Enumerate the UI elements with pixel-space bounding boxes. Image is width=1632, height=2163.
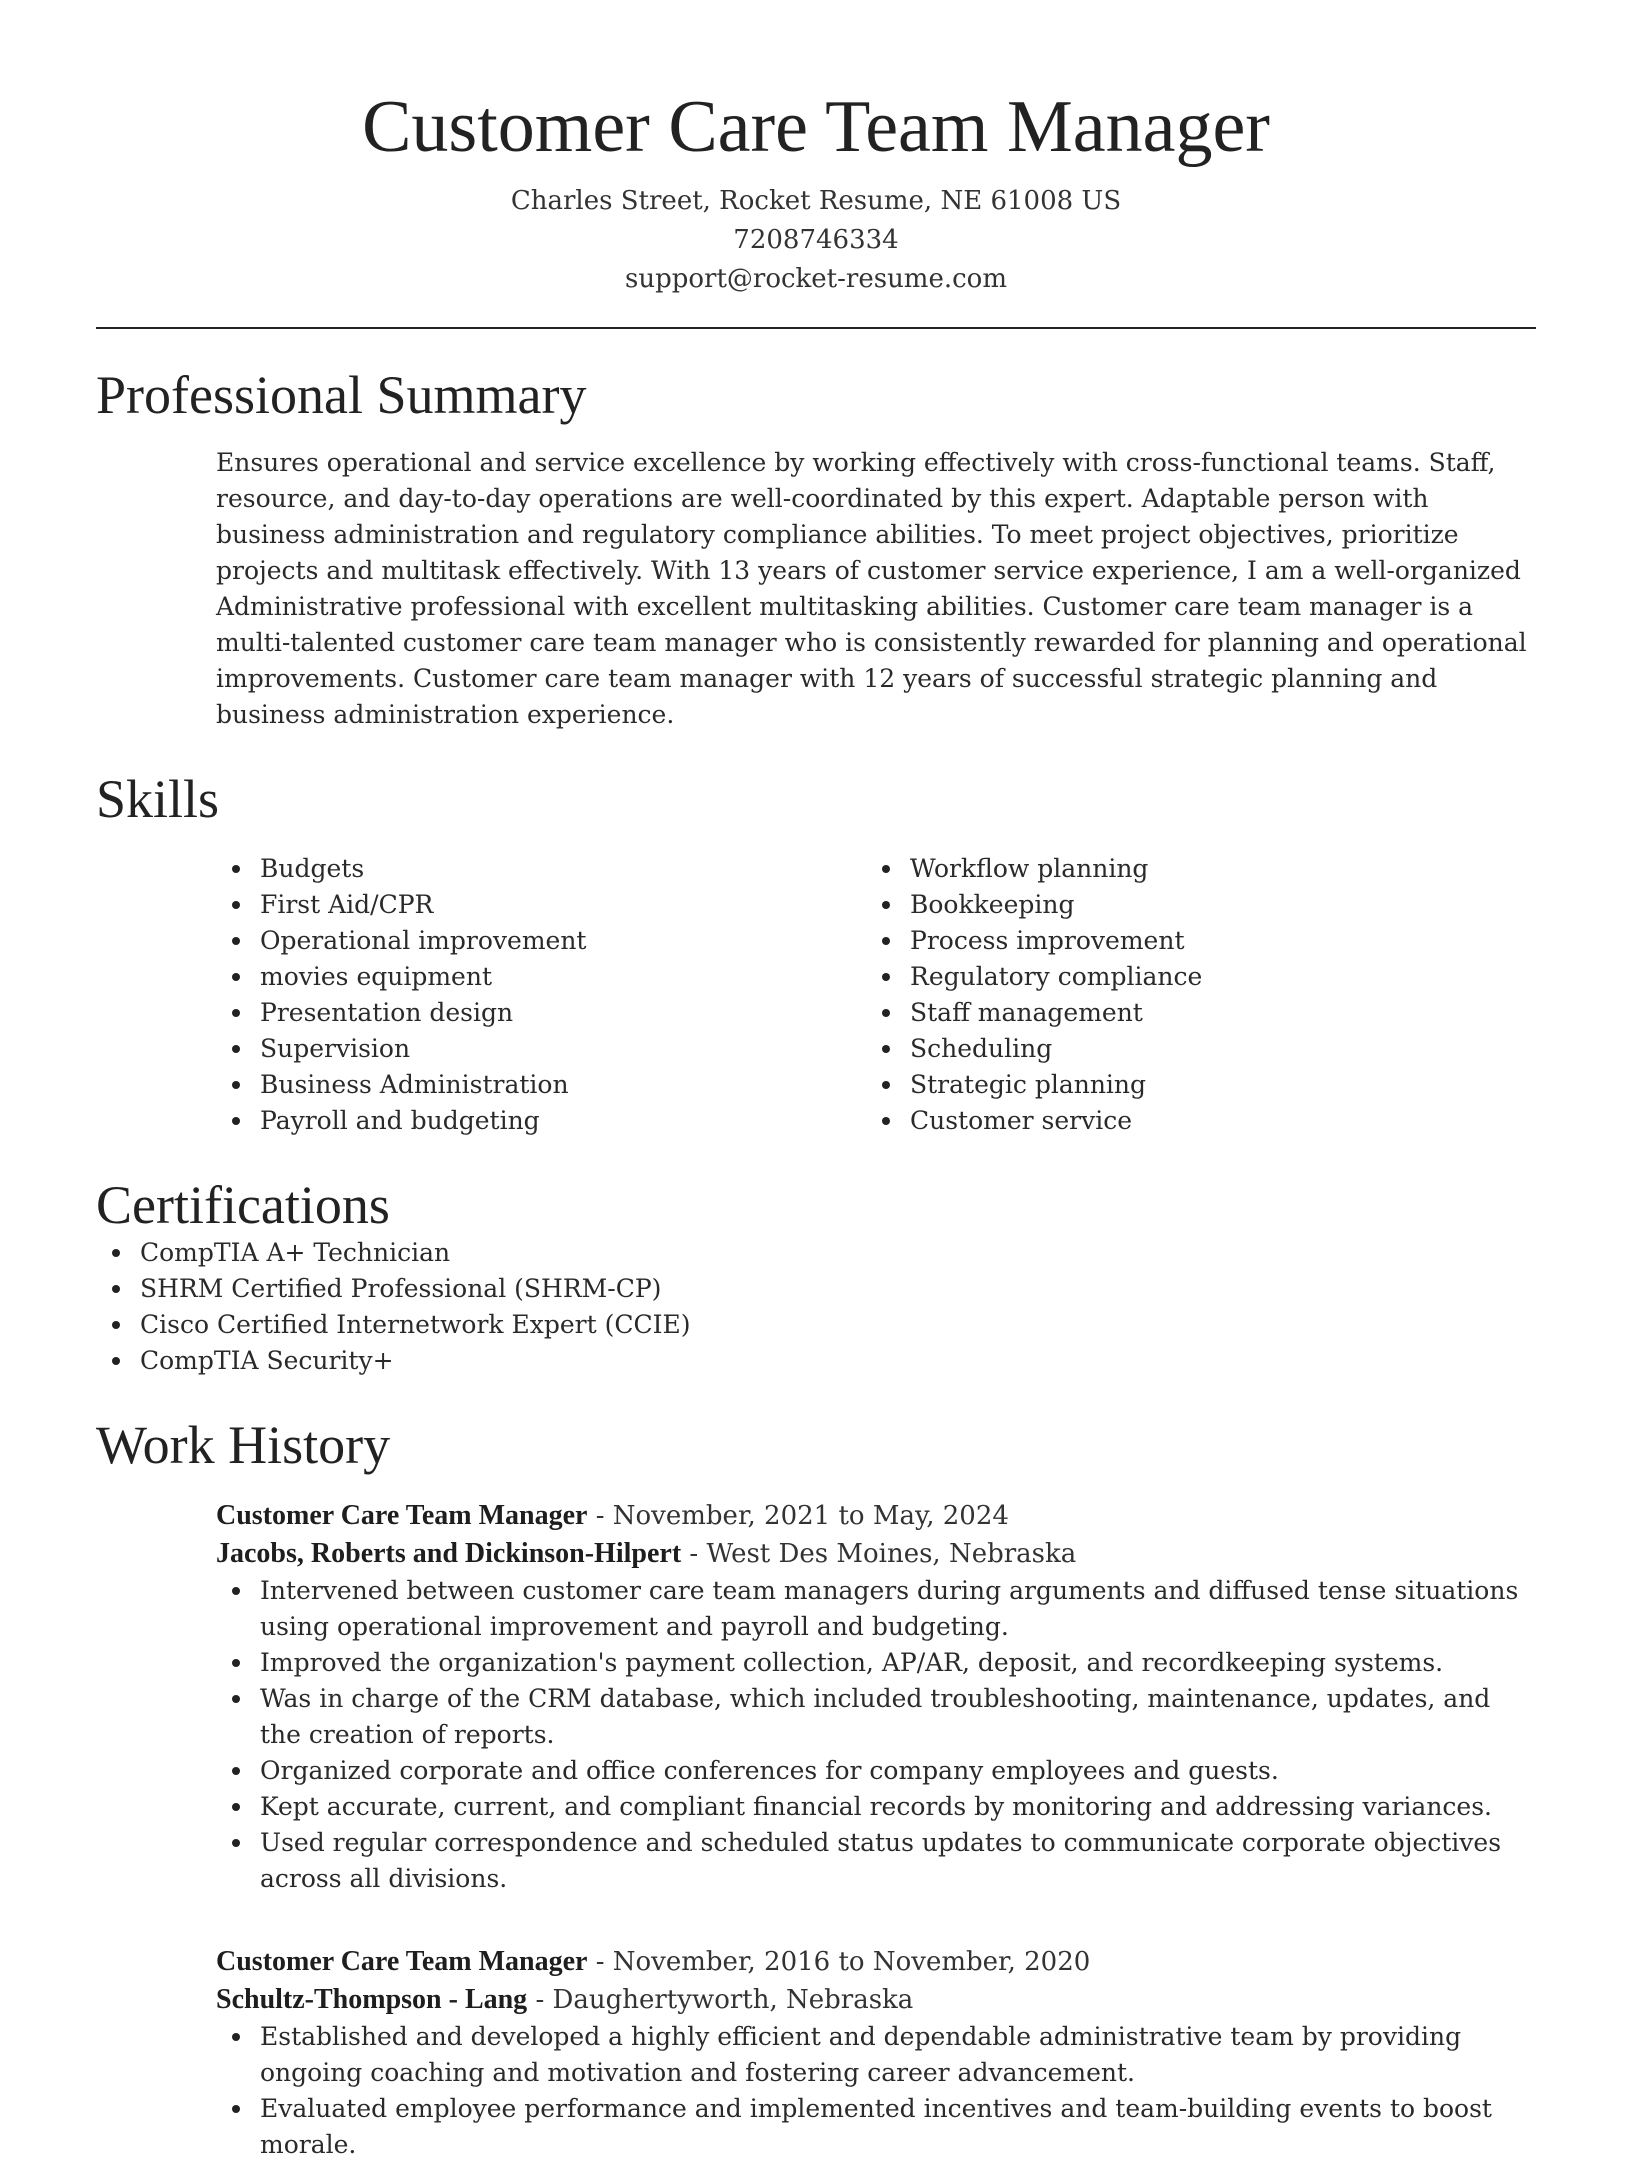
job-role-line (216, 1943, 1536, 1981)
job-dates: - November, 2016 to November, 2020 (587, 1947, 1091, 1977)
skill-item: Staff management (866, 995, 1516, 1031)
certifications-list (96, 1235, 1536, 1379)
certification-item: Cisco Certified Internetwork Expert (CCIE) (96, 1307, 1536, 1343)
skills-heading: Skills (96, 769, 220, 829)
contact-address: Charles Street, Rocket Resume, NE 61008 US (510, 186, 1122, 216)
job-entry (216, 1943, 1536, 2163)
job-duty: Organized corporate and office conferences for company employees and guests. (216, 1753, 1536, 1789)
skill-item: movies equipment (216, 959, 866, 995)
certifications-section (96, 1175, 1536, 1379)
job-company: Schultz-Thompson - Lang (216, 1984, 528, 2015)
skills-left-column (216, 851, 866, 1139)
skill-item: Strategic planning (866, 1067, 1516, 1103)
contact-block (96, 182, 1536, 299)
job-company-line (216, 1535, 1536, 1573)
job-duty: Kept accurate, current, and compliant financial records by monitoring and addressing variances. (216, 1789, 1536, 1825)
job-duty: Was in charge of the CRM database, which included troubleshooting, maintenance, updates, and the creation of reports. (216, 1681, 1536, 1753)
work-history-heading: Work History (96, 1415, 391, 1475)
certification-item: CompTIA Security+ (96, 1343, 1536, 1379)
skill-item: Regulatory compliance (866, 959, 1516, 995)
skill-item: Scheduling (866, 1031, 1516, 1067)
summary-section (96, 365, 1536, 733)
job-location: - West Des Moines, Nebraska (681, 1539, 1077, 1569)
job-duty: Used regular correspondence and scheduled status updates to communicate corporate objectives across all divisions. (216, 1825, 1536, 1897)
skill-item: Operational improvement (216, 923, 866, 959)
skill-item: Payroll and budgeting (216, 1103, 866, 1139)
job-duties-list (216, 2019, 1536, 2163)
job-location: - Daughertyworth, Nebraska (527, 1985, 914, 2015)
job-duty: Established and developed a highly efficient and dependable administrative team by providing ongoing coaching and motivation and fostering career advancement. (216, 2019, 1536, 2091)
job-role: Customer Care Team Manager (216, 1946, 588, 1977)
header-divider (96, 327, 1536, 329)
skill-item: Workflow planning (866, 851, 1516, 887)
candidate-title: Customer Care Team Manager (362, 86, 1270, 168)
contact-email: support@rocket-resume.com (624, 264, 1007, 294)
skill-item: Process improvement (866, 923, 1516, 959)
contact-phone: 7208746334 (733, 225, 899, 255)
skills-grid (216, 851, 1536, 1139)
job-role-line (216, 1497, 1536, 1535)
skill-item: Business Administration (216, 1067, 866, 1103)
job-duty: Evaluated employee performance and implemented incentives and team-building events to boost morale. (216, 2091, 1536, 2163)
job-duties-list (216, 1573, 1536, 1897)
job-company-line (216, 1981, 1536, 2019)
job-duty: Improved the organization's payment collection, AP/AR, deposit, and recordkeeping systems. (216, 1645, 1536, 1681)
skills-section (96, 769, 1536, 1139)
summary-text: Ensures operational and service excellence by working effectively with cross-functional teams. Staff, resource, and day-to-day operations are well-coordinated by this expert. Adaptable person with business administration and regulatory compliance abilities. To meet project objectives, prioritize projects and multitask effectively. With 13 years of customer service experience, I am a well-organized Administrative professional with excellent multitasking abilities. Customer care team manager is a multi-talented customer care team manager who is consistently rewarded for planning and operational improvements. Customer care team manager with 12 years of successful strategic planning and business administration experience. (216, 448, 1527, 729)
work-history-section (96, 1415, 1536, 2163)
summary-heading: Professional Summary (96, 365, 587, 425)
job-role: Customer Care Team Manager (216, 1500, 588, 1531)
job-duty: Intervened between customer care team managers during arguments and diffused tense situations using operational improvement and payroll and budgeting. (216, 1573, 1536, 1645)
certification-item: CompTIA A+ Technician (96, 1235, 1536, 1271)
certification-item: SHRM Certified Professional (SHRM-CP) (96, 1271, 1536, 1307)
skill-item: First Aid/CPR (216, 887, 866, 923)
skill-item: Supervision (216, 1031, 866, 1067)
skill-item: Budgets (216, 851, 866, 887)
skills-right-column (866, 851, 1516, 1139)
skill-item: Presentation design (216, 995, 866, 1031)
skill-item: Customer service (866, 1103, 1516, 1139)
skill-item: Bookkeeping (866, 887, 1516, 923)
resume-header (96, 0, 1536, 299)
job-entry (216, 1497, 1536, 1897)
job-dates: - November, 2021 to May, 2024 (587, 1501, 1009, 1531)
job-company: Jacobs, Roberts and Dickinson-Hilpert (216, 1538, 682, 1569)
certifications-heading: Certifications (96, 1175, 390, 1235)
